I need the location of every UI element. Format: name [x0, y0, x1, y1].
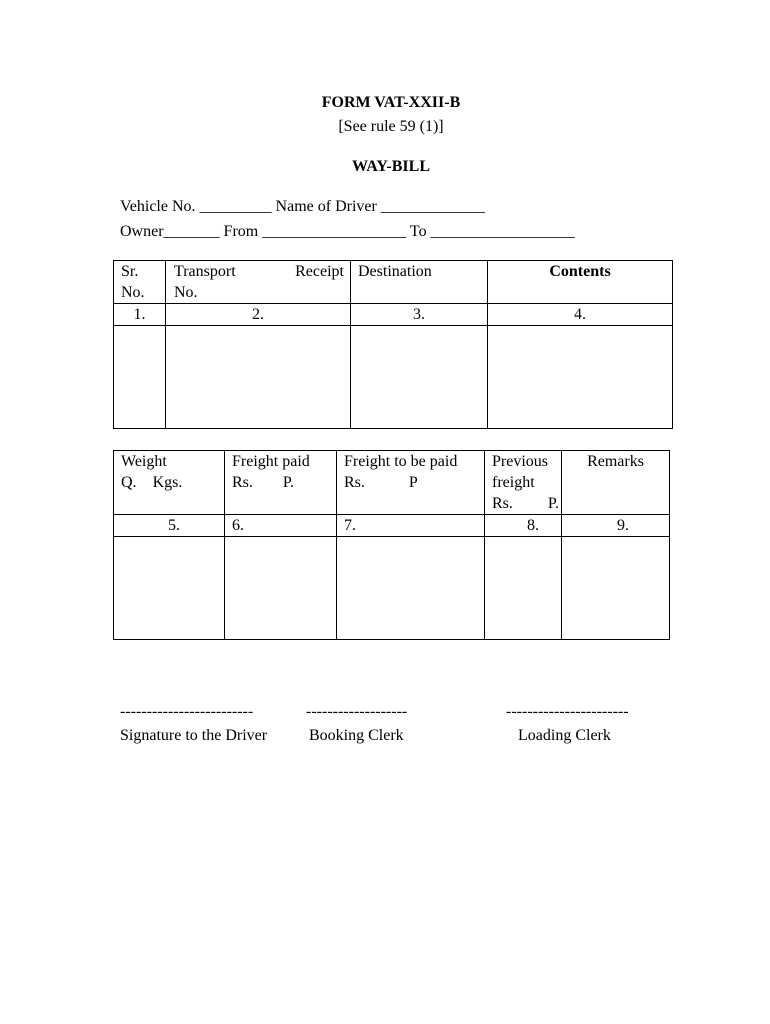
driver-signature-line: -------------------------: [120, 703, 254, 720]
loading-clerk-label: Loading Clerk: [518, 727, 611, 744]
sr-no-cell: [114, 326, 166, 429]
column-number-6: 6.: [225, 515, 337, 537]
contents-header: Contents: [488, 261, 673, 304]
destination-cell: [351, 326, 488, 429]
destination-header: Destination: [351, 261, 488, 304]
weight-header: Weight Q. Kgs.: [114, 451, 225, 515]
column-number-8: 8.: [485, 515, 562, 537]
previous-freight-cell: [485, 537, 562, 640]
freight-table: [113, 450, 670, 640]
transport-receipt-header: Transport Receipt No.: [166, 261, 351, 304]
booking-clerk-line: -------------------: [306, 703, 408, 720]
loading-clerk-line: -----------------------: [506, 703, 629, 720]
column-number-1: 1.: [114, 304, 166, 326]
sr-no-header: Sr. No.: [114, 261, 166, 304]
column-number-4: 4.: [488, 304, 673, 326]
rule-reference: [See rule 59 (1)]: [338, 118, 444, 135]
booking-clerk-label: Booking Clerk: [309, 727, 404, 744]
contents-cell: [488, 326, 673, 429]
vehicle-driver-line: Vehicle No. _________ Name of Driver _____________: [120, 198, 485, 215]
column-number-3: 3.: [351, 304, 488, 326]
transport-receipt-cell: [166, 326, 351, 429]
form-heading: WAY-BILL: [352, 158, 430, 175]
column-number-2: 2.: [166, 304, 351, 326]
remarks-header: Remarks: [562, 451, 670, 515]
freight-to-be-paid-cell: [337, 537, 485, 640]
column-number-7: 7.: [337, 515, 485, 537]
column-number-9: 9.: [562, 515, 670, 537]
form-title: FORM VAT-XXII-B: [321, 94, 461, 111]
freight-paid-cell: [225, 537, 337, 640]
freight-to-be-paid-header: Freight to be paid Rs. P: [337, 451, 485, 515]
column-number-5: 5.: [114, 515, 225, 537]
consignment-table: [113, 260, 673, 429]
driver-signature-label: Signature to the Driver: [120, 727, 268, 744]
previous-freight-header: Previous freight Rs. P.: [485, 451, 562, 515]
owner-from-to-line: Owner_______ From __________________ To __________________: [120, 223, 575, 240]
remarks-cell: [562, 537, 670, 640]
freight-paid-header: Freight paid Rs. P.: [225, 451, 337, 515]
weight-cell: [114, 537, 225, 640]
